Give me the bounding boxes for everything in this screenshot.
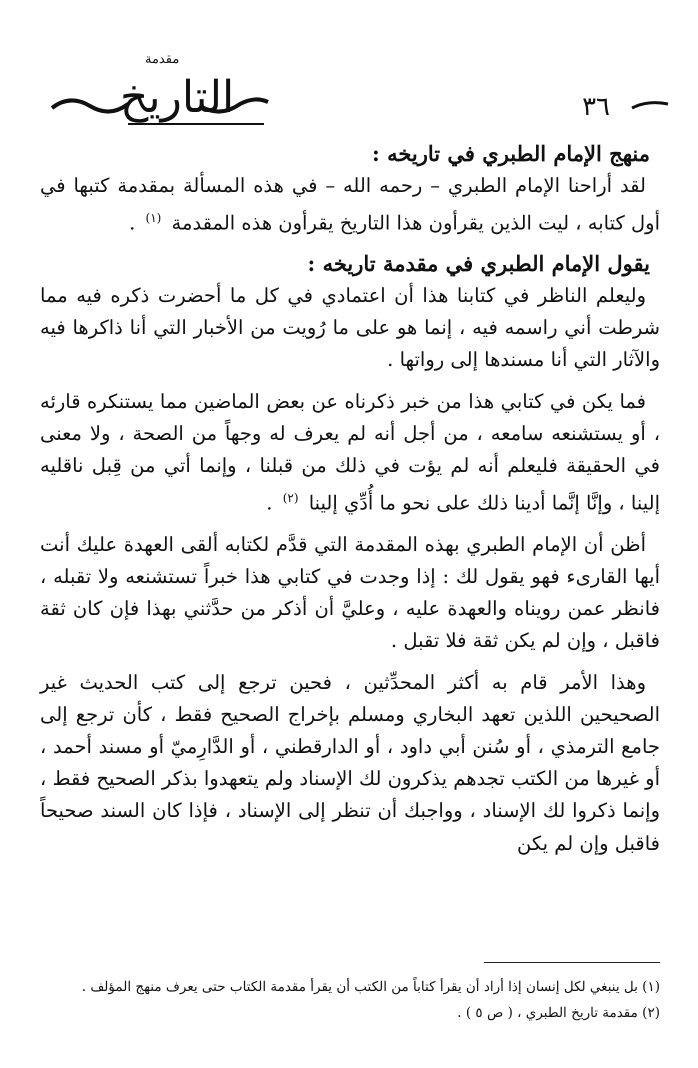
- footnote-1: [40, 974, 660, 1000]
- footnote-2-number: (٢): [642, 1005, 660, 1021]
- paragraph-quote-2-end: .: [266, 491, 273, 515]
- footnote-2-text: مقدمة تاريخ الطبري ، ( ص ٥ ) .: [457, 1005, 638, 1021]
- running-header: [30, 40, 670, 130]
- paragraph-commentary-2: وهذا الأمر قام به أكثر المحدِّثين ، فحين ترجع إلى كتب الحديث غير الصحيحين اللذين تعهد البخاري ومسلم بإخراج الصحيح فقط ، كأن ترجع إلى جامع الترمذي ، أو سُنن أبي داود ، أو الدارقطني ، أو الدَّارِميّ أو مسند أحمد ، أو غيرها من الكتب تجدهم يذكرون لك الإسناد ولم يتعهدوا بذكر الصحيح فقط ، وإنما ذكروا لك الإسناد ، وواجبك أن تنظر إلى الإسناد ، فإذا كان السند صحيحاً فاقبل وإن لم يكن: [40, 670, 660, 855]
- paragraph-intro-end: .: [129, 211, 136, 235]
- footnotes: [40, 974, 660, 1026]
- footnote-2: [40, 1000, 660, 1026]
- ornament-small-text: مقدمة: [145, 52, 180, 67]
- header-swash-right: [630, 98, 670, 112]
- section-heading-method: منهج الإمام الطبري في تاريخه :: [372, 141, 650, 166]
- page-number: ٣٦: [582, 92, 610, 122]
- ornament-title: التاريخ: [120, 72, 235, 123]
- paragraph-commentary-1: أظن أن الإمام الطبري بهذه المقدمة التي قدَّم لكتابه ألقى العهدة عليك أنت أيها القارىء فهو يقول لك : إذا وجدت في كتابي هذا خبراً تستشنعه ولا تقبله ، فانظر عمن رويناه والعهدة عليه ، وعليَّ أن أذكر من حدَّثني بهذا فإن كان ثقة فاقبل ، وإن لم يكن ثقة فلا تقبل .: [40, 532, 660, 653]
- paragraph-quote-1: وليعلم الناظر في كتابنا هذا أن اعتمادي في كل ما أحضرت ذكره فيه مما شرطت أني راسمه فيه ، إنما هو على ما رُويت من الأخبار التي أنا ذاكرها فيه والآثار التي أنا مسندها إلى رواتها .: [40, 283, 660, 372]
- paragraph-quote-2: [40, 386, 660, 520]
- section-heading-preface: يقول الإمام الطبري في مقدمة تاريخه :: [307, 250, 650, 276]
- paragraph-intro-text: لقد أراحنا الإمام الطبري – رحمه الله – في هذه المسألة بمقدمة كتبها في أول كتابه ، ليت الذين يقرأون هذا التاريخ يقرأون هذه المقدمة: [40, 174, 660, 235]
- footnote-1-text: بل ينبغي لكل إنسان إذا أراد أن يقرأ كتاباً من الكتب أن يقرأ مقدمة الكتاب حتى يعرف منهج المؤلف .: [81, 979, 638, 995]
- paragraph-intro: [40, 170, 660, 240]
- footnote-ref-1: (١): [145, 211, 162, 226]
- footnote-1-number: (١): [642, 979, 660, 995]
- footnote-divider: [484, 962, 660, 963]
- main-text: [40, 138, 660, 860]
- footnote-ref-2: (٢): [282, 491, 299, 506]
- paragraph-quote-2-text: فما يكن في كتابي هذا من خبر ذكرناه عن بعض الماضين مما يستنكره قارئه ، أو يستشنعه سامعه ، من أجل أنه لم يعرف له وجهاً من الصحة ، ولا معنى في الحقيقة فليعلم أنه لم يؤت في ذلك من قبلنا ، وإنما أتي من قِبل ناقليه إلينا ، وإنَّا إنَّما أدينا ذلك على نحو ما أُدِّي إلينا: [40, 389, 660, 515]
- ornament-flourish: [50, 88, 270, 128]
- header-ornament: [50, 50, 270, 130]
